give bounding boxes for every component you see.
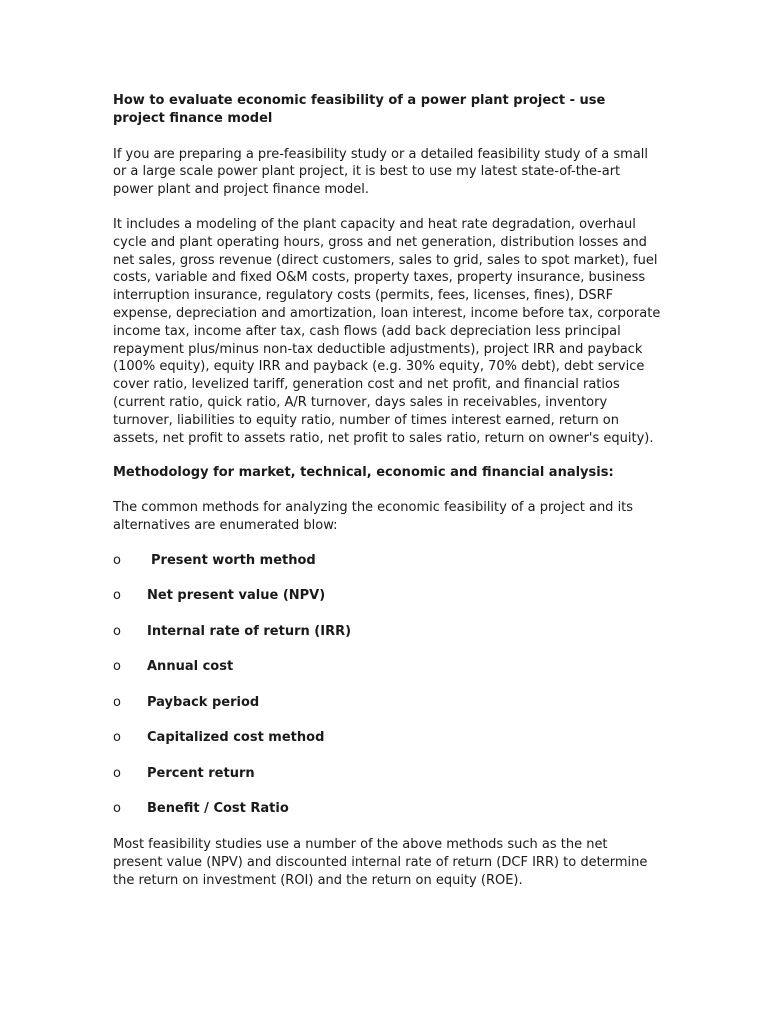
list-item	[113, 694, 661, 730]
list-item	[113, 552, 661, 588]
methods-list	[113, 552, 661, 820]
bullet-marker: o	[113, 694, 121, 710]
method-label: Annual cost	[147, 659, 234, 675]
list-item	[113, 800, 661, 819]
method-label: Internal rate of return (IRR)	[147, 623, 352, 639]
document-page	[113, 92, 661, 907]
list-item	[113, 587, 661, 623]
list-item	[113, 658, 661, 694]
bullet-marker: o	[113, 588, 121, 604]
bullet-marker: o	[113, 659, 121, 675]
intro-paragraph: If you are preparing a pre-feasibility study or a detailed feasibility study of a small or a large scale power plant project, it is best to use my latest state-of-the-art power plant and project finance model.	[113, 146, 649, 198]
list-item	[113, 729, 661, 765]
bullet-marker: o	[113, 801, 121, 817]
method-label: Payback period	[147, 694, 260, 710]
method-label: Benefit / Cost Ratio	[147, 801, 289, 817]
includes-paragraph: It includes a modeling of the plant capacity and heat rate degradation, overhaul cycle and plant operating hours, gross and net generation, distribution losses and net sales, gross revenue (direct customers, sales to grid, sales to spot market), fuel costs, variable and fixed O&M costs, property taxes, property insurance, business interruption insurance, regulatory costs (permits, fees, licenses, fines), DSRF expense, depreciation and amortization, loan interest, income before tax, corporate income tax, income after tax, cash flows (add back depreciation less principal repayment plus/minus non-tax deductible adjustments), project IRR and payback (100% equity), equity IRR and payback (e.g. 30% equity, 70% debt), debt service cover ratio, levelized tariff, generation cost and net profit, and financial ratios (current ratio, quick ratio, A/R turnover, days sales in receivables, inventory turnover, liabilities to equity ratio, number of times interest earned, return on assets, net profit to assets ratio, net profit to sales ratio, return on owner's equity).	[113, 216, 661, 446]
list-item	[113, 623, 661, 659]
methods-intro-paragraph: The common methods for analyzing the economic feasibility of a project and its alternatives are enumerated blow:	[113, 500, 634, 533]
bullet-marker: o	[113, 730, 121, 746]
method-label: Capitalized cost method	[147, 730, 325, 746]
method-label: Present worth method	[151, 552, 316, 568]
method-label: Net present value (NPV)	[147, 588, 326, 604]
document-title: How to evaluate economic feasibility of a power plant project - use project finance model	[113, 93, 606, 126]
bullet-marker: o	[113, 623, 121, 639]
bullet-marker: o	[113, 552, 121, 568]
list-item	[113, 765, 661, 801]
methodology-heading: Methodology for market, technical, economic and financial analysis:	[113, 465, 614, 481]
closing-paragraph: Most feasibility studies use a number of the above methods such as the net present value (NPV) and discounted internal rate of return (DCF IRR) to determine the return on investment (ROI) and the return on equity (ROE).	[113, 837, 648, 888]
method-label: Percent return	[147, 765, 255, 781]
bullet-marker: o	[113, 765, 121, 781]
